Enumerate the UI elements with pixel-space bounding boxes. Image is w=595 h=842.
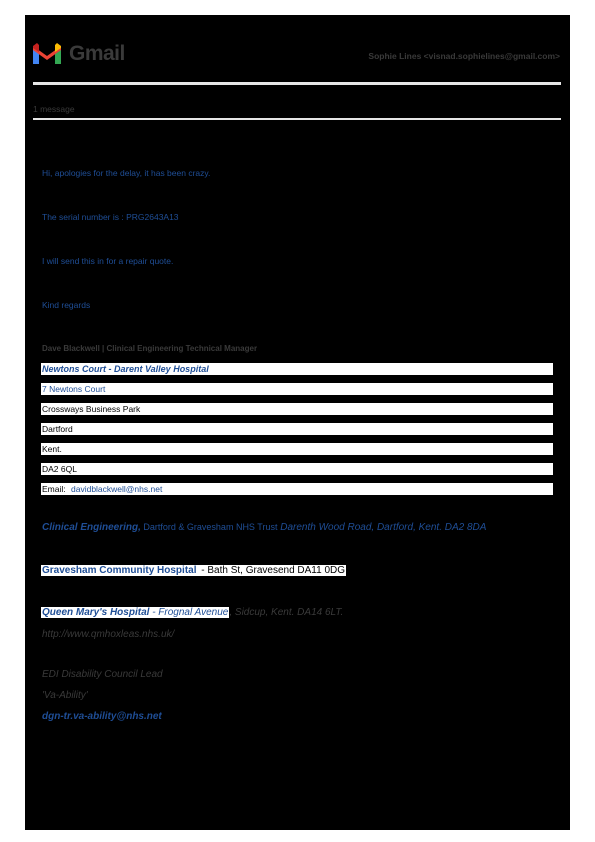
clinical-trust: Dartford & Gravesham NHS Trust	[140, 522, 278, 532]
address-email-row	[41, 483, 553, 495]
address-hospital: Newtons Court - Darent Valley Hospital	[42, 364, 209, 374]
gmail-wordmark: Gmail	[69, 42, 125, 65]
message-count: 1 message	[33, 104, 75, 114]
gravesham-address: - Bath St, Gravesend DA11 0DG	[198, 565, 346, 576]
address-line-row	[41, 463, 553, 475]
queen-marys-rest: , Sidcup, Kent. DA14 6LT.	[229, 607, 344, 618]
address-email-label: Email:	[42, 484, 66, 494]
header-divider	[33, 82, 561, 85]
address-line1: 7 Newtons Court	[42, 384, 106, 394]
thread-divider	[33, 118, 561, 120]
account-identity: Sophie Lines <visnad.sophielines@gmail.com>	[368, 51, 560, 61]
queen-marys-name: Queen Mary's Hospital	[42, 607, 150, 618]
body-line-repair: I will send this in for a repair quote.	[42, 256, 174, 266]
body-line-signoff: Kind regards	[42, 300, 91, 310]
address-line4: Kent.	[42, 444, 62, 454]
address-line-row	[41, 443, 553, 455]
edi-role: EDI Disability Council Lead	[42, 669, 163, 680]
address-line-row	[41, 403, 553, 415]
address-line2: Crossways Business Park	[42, 404, 141, 414]
body-line-greeting: Hi, apologies for the delay, it has been crazy.	[42, 168, 211, 178]
clinical-title: Clinical Engineering,	[42, 522, 141, 533]
gmail-logo-icon	[31, 42, 63, 66]
queen-marys-street: - Frognal Avenue	[149, 607, 229, 618]
queen-marys-line	[41, 607, 343, 618]
address-line-row	[41, 423, 553, 435]
signature-name: Dave Blackwell | Clinical Engineering Technical Manager	[42, 344, 258, 353]
group-email-link[interactable]: dgn-tr.va-ability@nhs.net	[42, 711, 162, 722]
address-hospital-row	[41, 363, 553, 375]
gravesham-name: Gravesham Community Hospital	[42, 565, 197, 576]
gravesham-line	[41, 565, 346, 576]
clinical-engineering-line	[42, 522, 486, 533]
address-email-link[interactable]: davidblackwell@nhs.net	[71, 484, 163, 494]
group-nickname: 'Va-Ability'	[42, 690, 88, 701]
address-line3: Dartford	[42, 424, 73, 434]
body-line-serial: The serial number is : PRG2643A13	[42, 212, 179, 222]
clinical-address: Darenth Wood Road, Dartford, Kent. DA2 8DA	[277, 522, 487, 533]
website-link[interactable]: http://www.qmhoxleas.nhs.uk/	[42, 629, 175, 640]
address-line-row	[41, 383, 553, 395]
address-postcode: DA2 6QL	[42, 464, 77, 474]
